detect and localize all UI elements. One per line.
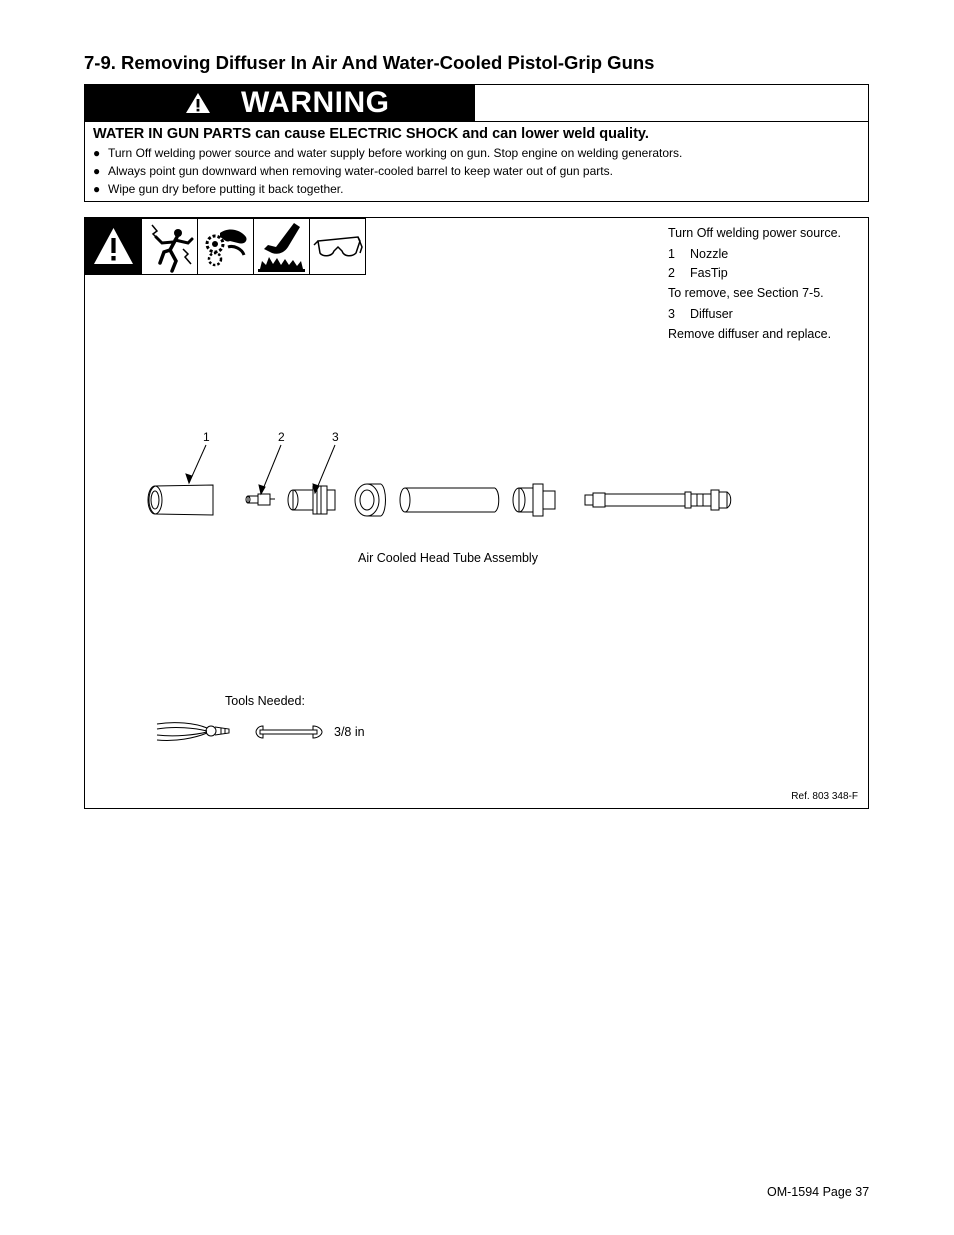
step-label: Nozzle (690, 247, 729, 261)
hazard-headline: WATER IN GUN PARTS can cause ELECTRIC SHOCK and can lower weld quality. (93, 126, 649, 142)
bullet-icon: ● (93, 164, 101, 178)
wrench-icon (255, 724, 323, 740)
pliers-icon (155, 718, 231, 744)
wrench-size-label: 3/8 in (334, 725, 365, 739)
tools-needed-label: Tools Needed: (225, 694, 305, 708)
callout-1: 1 (203, 430, 210, 444)
warning-box (84, 84, 869, 202)
step-label: Diffuser (690, 307, 733, 321)
callout-2: 2 (278, 430, 285, 444)
warning-banner (85, 85, 475, 122)
page-footer: OM-1594 Page 37 (767, 1185, 870, 1199)
step-number: 3 (668, 307, 675, 321)
callout-3: 3 (332, 430, 339, 444)
step-intro: Turn Off welding power source. (668, 226, 841, 240)
bullet-text: Turn Off welding power source and water supply before working on gun. Stop engine on welding generators. (108, 146, 683, 160)
warning-bullet (93, 164, 613, 178)
warning-divider (85, 121, 868, 122)
warning-bullet (93, 146, 682, 160)
figure-box (84, 217, 869, 809)
step-final: Remove diffuser and replace. (668, 327, 832, 341)
step-note: To remove, see Section 7-5. (668, 286, 824, 300)
assembly-caption: Air Cooled Head Tube Assembly (358, 551, 538, 565)
bullet-text: Wipe gun dry before putting it back together. (108, 182, 344, 196)
bullet-text: Always point gun downward when removing water-cooled barrel to keep water out of gun parts. (108, 164, 613, 178)
warning-triangle-icon (185, 92, 211, 114)
warning-word: WARNING (241, 86, 390, 119)
section-title: 7-9. Removing Diffuser In Air And Water-Cooled Pistol-Grip Guns (84, 52, 655, 73)
bullet-icon: ● (93, 146, 101, 160)
step-number: 2 (668, 266, 675, 280)
step-number: 1 (668, 247, 675, 261)
step-label: FasTip (690, 266, 728, 280)
reference-number: Ref. 803 348-F (791, 791, 858, 802)
bullet-icon: ● (93, 182, 101, 196)
warning-bullet (93, 182, 343, 196)
